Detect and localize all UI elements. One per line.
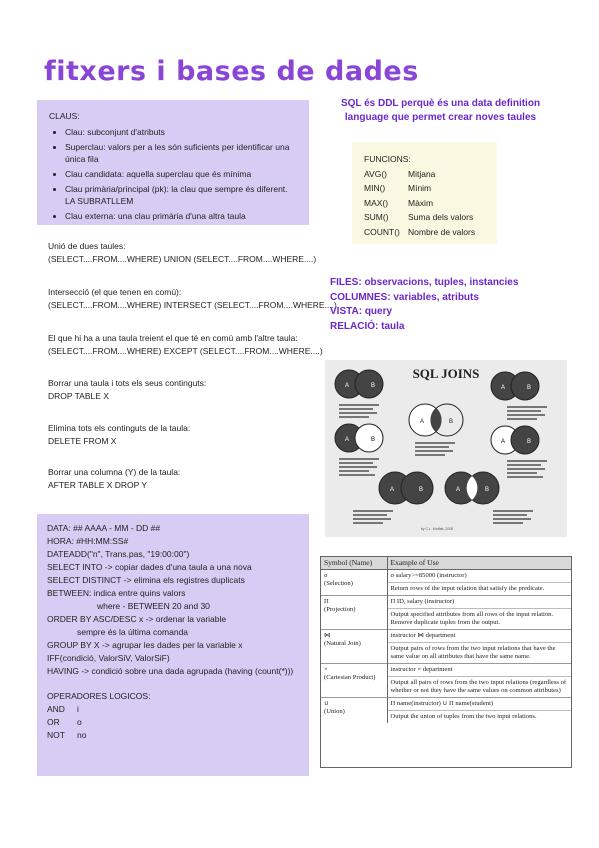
svg-text:B: B [371, 383, 376, 389]
logic-op: NOT [47, 730, 65, 740]
page-title: fitxers i bases de dades [44, 56, 419, 87]
funcio-name: MAX() [364, 197, 389, 208]
joins-title: SQL JOINS [412, 366, 480, 381]
svg-text:A: A [420, 419, 425, 425]
logic-op: OR [47, 717, 60, 727]
funcio-name: SUM() [364, 212, 389, 222]
funcio-name: MIN() [364, 183, 386, 193]
svg-text:A: A [345, 437, 350, 443]
funcio-row [364, 225, 485, 240]
symbol-name: (Projection) [324, 606, 356, 613]
venn-left-excluding [335, 424, 383, 452]
table-row [321, 570, 571, 583]
op-syntax: (SELECT....FROM....WHERE) UNION (SELECT....FROM....WHERE....) [48, 254, 317, 264]
drop-block [48, 377, 206, 403]
example-cell: Π name(instructor) ∪ Π name(student) [387, 698, 571, 711]
example-cell: σ salary>=85000 (instructor) [387, 570, 571, 583]
funcio-desc: Mitjana [408, 168, 436, 179]
term-columnes: COLUMNES: variables, atributs [330, 291, 479, 303]
symbol-cell [321, 570, 387, 596]
svg-text:A: A [501, 385, 506, 391]
table-row [321, 664, 571, 677]
joins-venn-svg [325, 360, 567, 537]
symbol: ⋈ [324, 632, 331, 639]
symbol-name: (Natural Join) [324, 640, 361, 647]
column-header: Symbol (Name) [321, 557, 387, 570]
funcio-desc: Suma dels valors [408, 212, 474, 222]
sql-ddl-heading: SQL és DDL perquè és una data definition language que permet crear noves taules [340, 98, 541, 123]
symbol: σ [324, 572, 328, 579]
except-block [48, 332, 323, 358]
funcio-row [364, 196, 485, 211]
data-box [37, 514, 309, 776]
term-vista: VISTA: query [330, 306, 393, 317]
logic-op: AND [47, 704, 65, 714]
funcio-name: AVG() [364, 168, 387, 179]
data-line: SELECT DISTINCT -> elimina els registres duplicats [47, 575, 245, 585]
list-item: • Clau externa: una clau primària d'una altra taula [65, 210, 299, 222]
joins-code-snippets [339, 404, 547, 524]
venn-right-excluding [491, 426, 539, 454]
logic-meaning: i [77, 704, 79, 714]
union-block [48, 240, 316, 266]
data-line: HAVING -> condició sobre una dada agrupada (having (count(*))) [47, 666, 294, 676]
venn-full-join [379, 472, 433, 504]
op-syntax: DELETE FROM X [48, 436, 117, 446]
funcio-desc: Màxim [408, 197, 434, 208]
venn-outer-excluding [445, 472, 499, 504]
data-line: DATEADD("n", Trans.pas, "19:00:00") [47, 549, 190, 559]
description-cell: Output all pairs of rows from the two input relations (regardless of whether or not they have the same values on common attributes) [387, 677, 571, 698]
data-line: BETWEEN: indica entre quins valors [47, 588, 186, 598]
example-cell: instructor × department [387, 664, 571, 677]
svg-text:A: A [345, 383, 350, 389]
data-line: HORA: #HH:MM:SS# [47, 536, 129, 546]
symbol: × [324, 666, 328, 673]
funcio-row [364, 210, 485, 225]
term-files: FILES: observacions, tuples, instancies [330, 277, 519, 288]
funcio-desc: Nombre de valors [408, 226, 476, 237]
description-cell: Output pairs of rows from the two input relations that have the same value on all attributes that have the same name. [387, 643, 571, 664]
op-syntax: AFTER TABLE X DROP Y [48, 480, 148, 490]
between-example: where - BETWEEN 20 and 30 [97, 601, 210, 611]
table-row [321, 630, 571, 643]
list-item: • Clau primària/principal (pk): la clau que sempre és diferent. LA SUBRATLLEM [65, 183, 299, 207]
op-syntax: (SELECT....FROM....WHERE) INTERSECT (SELECT....FROM....WHERE....) [48, 300, 337, 310]
op-label: Unió de dues taules: [48, 241, 126, 251]
order-note: sempre és la última comanda [77, 627, 189, 637]
data-line: IFF(condició, ValorSiV, ValorSiF) [47, 653, 170, 663]
symbol-cell [321, 596, 387, 630]
logic-op-row [47, 716, 299, 729]
svg-text:B: B [449, 419, 454, 425]
funcio-row [364, 167, 485, 182]
column-header: Example of Use [387, 557, 571, 570]
table-row [321, 596, 571, 609]
list-item: • Superclau: valors per a les són suficients per identificar una única fila [65, 141, 299, 165]
svg-text:B: B [527, 385, 532, 391]
intersect-block [48, 286, 337, 312]
symbol-cell [321, 664, 387, 698]
op-label: Intersecció (el que tenen en comú): [48, 287, 182, 297]
svg-text:B: B [485, 487, 490, 493]
relational-algebra-table [320, 556, 572, 768]
op-label: Borrar una columna (Y) de la taula: [48, 467, 181, 477]
terms-list [330, 276, 518, 334]
venn-inner-join [409, 404, 463, 436]
description-cell: Output the union of tuples from the two input relations. [387, 711, 571, 724]
list-item: • Clau: subconjunt d'atributs [65, 126, 299, 138]
svg-text:A: A [501, 439, 506, 445]
claus-list [65, 126, 299, 222]
op-label: Elimina tots els continguts de la taula: [48, 423, 191, 433]
example-cell: instructor ⋈ department [387, 630, 571, 643]
description-cell: Return rows of the input relation that satisfy the predicate. [387, 583, 571, 596]
example-cell: Π ID, salary (instructor) [387, 596, 571, 609]
term-relacio: RELACIÓ: taula [330, 320, 405, 332]
drop-column-block [48, 466, 180, 492]
op-label: El que hi ha a una taula treient el que té en comú amb l'altre taula: [48, 333, 298, 343]
claus-box [37, 100, 309, 225]
venn-right-join [491, 372, 539, 400]
list-item: • Clau candidata: aquella superclau que és mínima [65, 168, 299, 180]
logic-meaning: no [77, 730, 87, 740]
table-header-row [321, 557, 571, 570]
symbol-cell [321, 698, 387, 724]
op-label: Borrar una taula i tots els seus continguts: [48, 378, 207, 388]
funcio-desc: Mínim [408, 183, 432, 193]
table-row [321, 698, 571, 711]
symbol-name: (Union) [324, 708, 345, 715]
funcio-name: COUNT() [364, 226, 400, 237]
funcio-row [364, 181, 485, 196]
funcions-box [352, 142, 497, 244]
symbol-name: (Selection) [324, 580, 353, 587]
svg-text:A: A [456, 487, 461, 493]
symbol-cell [321, 630, 387, 664]
svg-text:B: B [527, 439, 532, 445]
sql-joins-diagram [325, 360, 567, 537]
delete-block [48, 422, 190, 448]
symbol: ∪ [324, 700, 329, 707]
funcions-heading: FUNCIONS: [364, 154, 411, 164]
data-line: GROUP BY X -> agrupar les dades per la variable x [47, 640, 243, 650]
logic-meaning: o [77, 717, 82, 727]
svg-text:B: B [419, 487, 424, 493]
logic-op-row [47, 729, 299, 742]
logic-op-row [47, 703, 299, 716]
data-line: SELECT INTO -> copiar dades d'una taula a una nova [47, 562, 252, 572]
data-line: DATA: ## AAAA - MM - DD ## [47, 523, 161, 533]
claus-heading: CLAUS: [49, 111, 80, 121]
op-syntax: (SELECT....FROM....WHERE) EXCEPT (SELECT....FROM....WHERE....) [48, 346, 323, 356]
svg-text:B: B [371, 437, 376, 443]
symbol: Π [324, 598, 329, 605]
venn-left-join [335, 370, 383, 398]
svg-text:A: A [390, 487, 395, 493]
op-syntax: DROP TABLE X [48, 391, 109, 401]
logic-heading: OPERADORES LOGICOS: [47, 691, 151, 701]
joins-footer: by C.L. Moffatt, 2008 [420, 527, 454, 531]
data-line: ORDER BY ASC/DESC x -> ordenar la variable [47, 614, 227, 624]
description-cell: Output specified attributes from all rows of the input relation. Remove duplicate tuples from the output. [387, 609, 571, 630]
symbol-name: (Cartesian Product) [324, 674, 376, 681]
